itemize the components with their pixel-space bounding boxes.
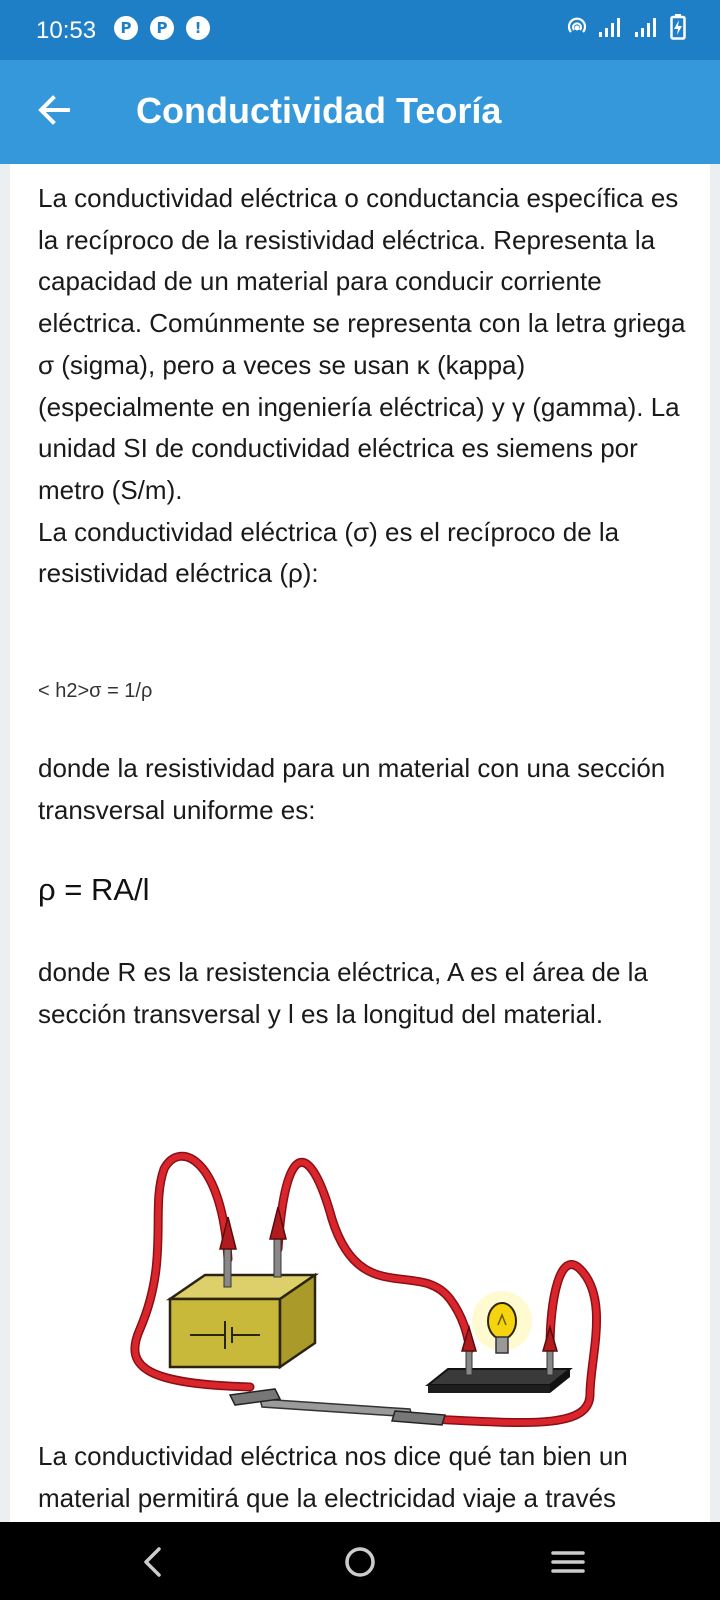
signal-icon [634,16,660,38]
notification-icons [114,16,210,40]
intro-paragraph [38,178,688,595]
status-bar [0,0,720,60]
notification-p-icon: P [150,16,174,40]
hotspot-icon [566,16,588,38]
recents-nav-icon[interactable] [546,1540,590,1584]
notification-p-icon: P [114,16,138,40]
conductivity-formula: < h2>σ = 1/ρ [38,680,153,702]
arrow-left-icon[interactable] [34,90,74,130]
status-time: 10:53 [36,17,97,44]
resistivity-formula: ρ = RA/l [38,872,150,907]
reciprocal-text: La conductividad eléctrica (σ) es el recíproco de la resistividad eléctrica (ρ): [38,516,620,589]
resistivity-intro-paragraph: donde la resistividad para un material con una sección transversal uniforme es: [38,753,666,825]
battery-charging-icon [670,14,686,40]
back-nav-icon[interactable] [132,1540,176,1584]
closing-paragraph: La conductividad eléctrica nos dice qué tan bien un material permitirá que la electricidad viaje a través [38,1441,628,1513]
home-nav-icon[interactable] [338,1540,382,1584]
system-icons [566,14,686,40]
definitions-paragraph: donde R es la resistencia eléctrica, A es el área de la sección transversal y l es la longitud del material. [38,957,648,1029]
theory-content[interactable] [10,164,710,1522]
app-bar [0,60,720,164]
notification-alert-icon: ! [186,16,210,40]
intro-text: La conductividad eléctrica o conductancia específica es la recíproco de la resistividad eléctrica. Representa la capacidad de un material para conducir corriente eléctrica. Comúnmente se representa con la letra griega σ (sigma), pero a veces se usan κ (kappa) (especialmente en ingeniería eléctrica) y γ (gamma). La unidad SI de conductividad eléctrica es siemens por metro (S/m). [38,183,686,505]
circuit-battery-bulb-illustration [110,1099,630,1429]
system-nav-bar [0,1522,720,1600]
page-title: Conductividad Teoría [136,90,502,131]
signal-icon [598,16,624,38]
